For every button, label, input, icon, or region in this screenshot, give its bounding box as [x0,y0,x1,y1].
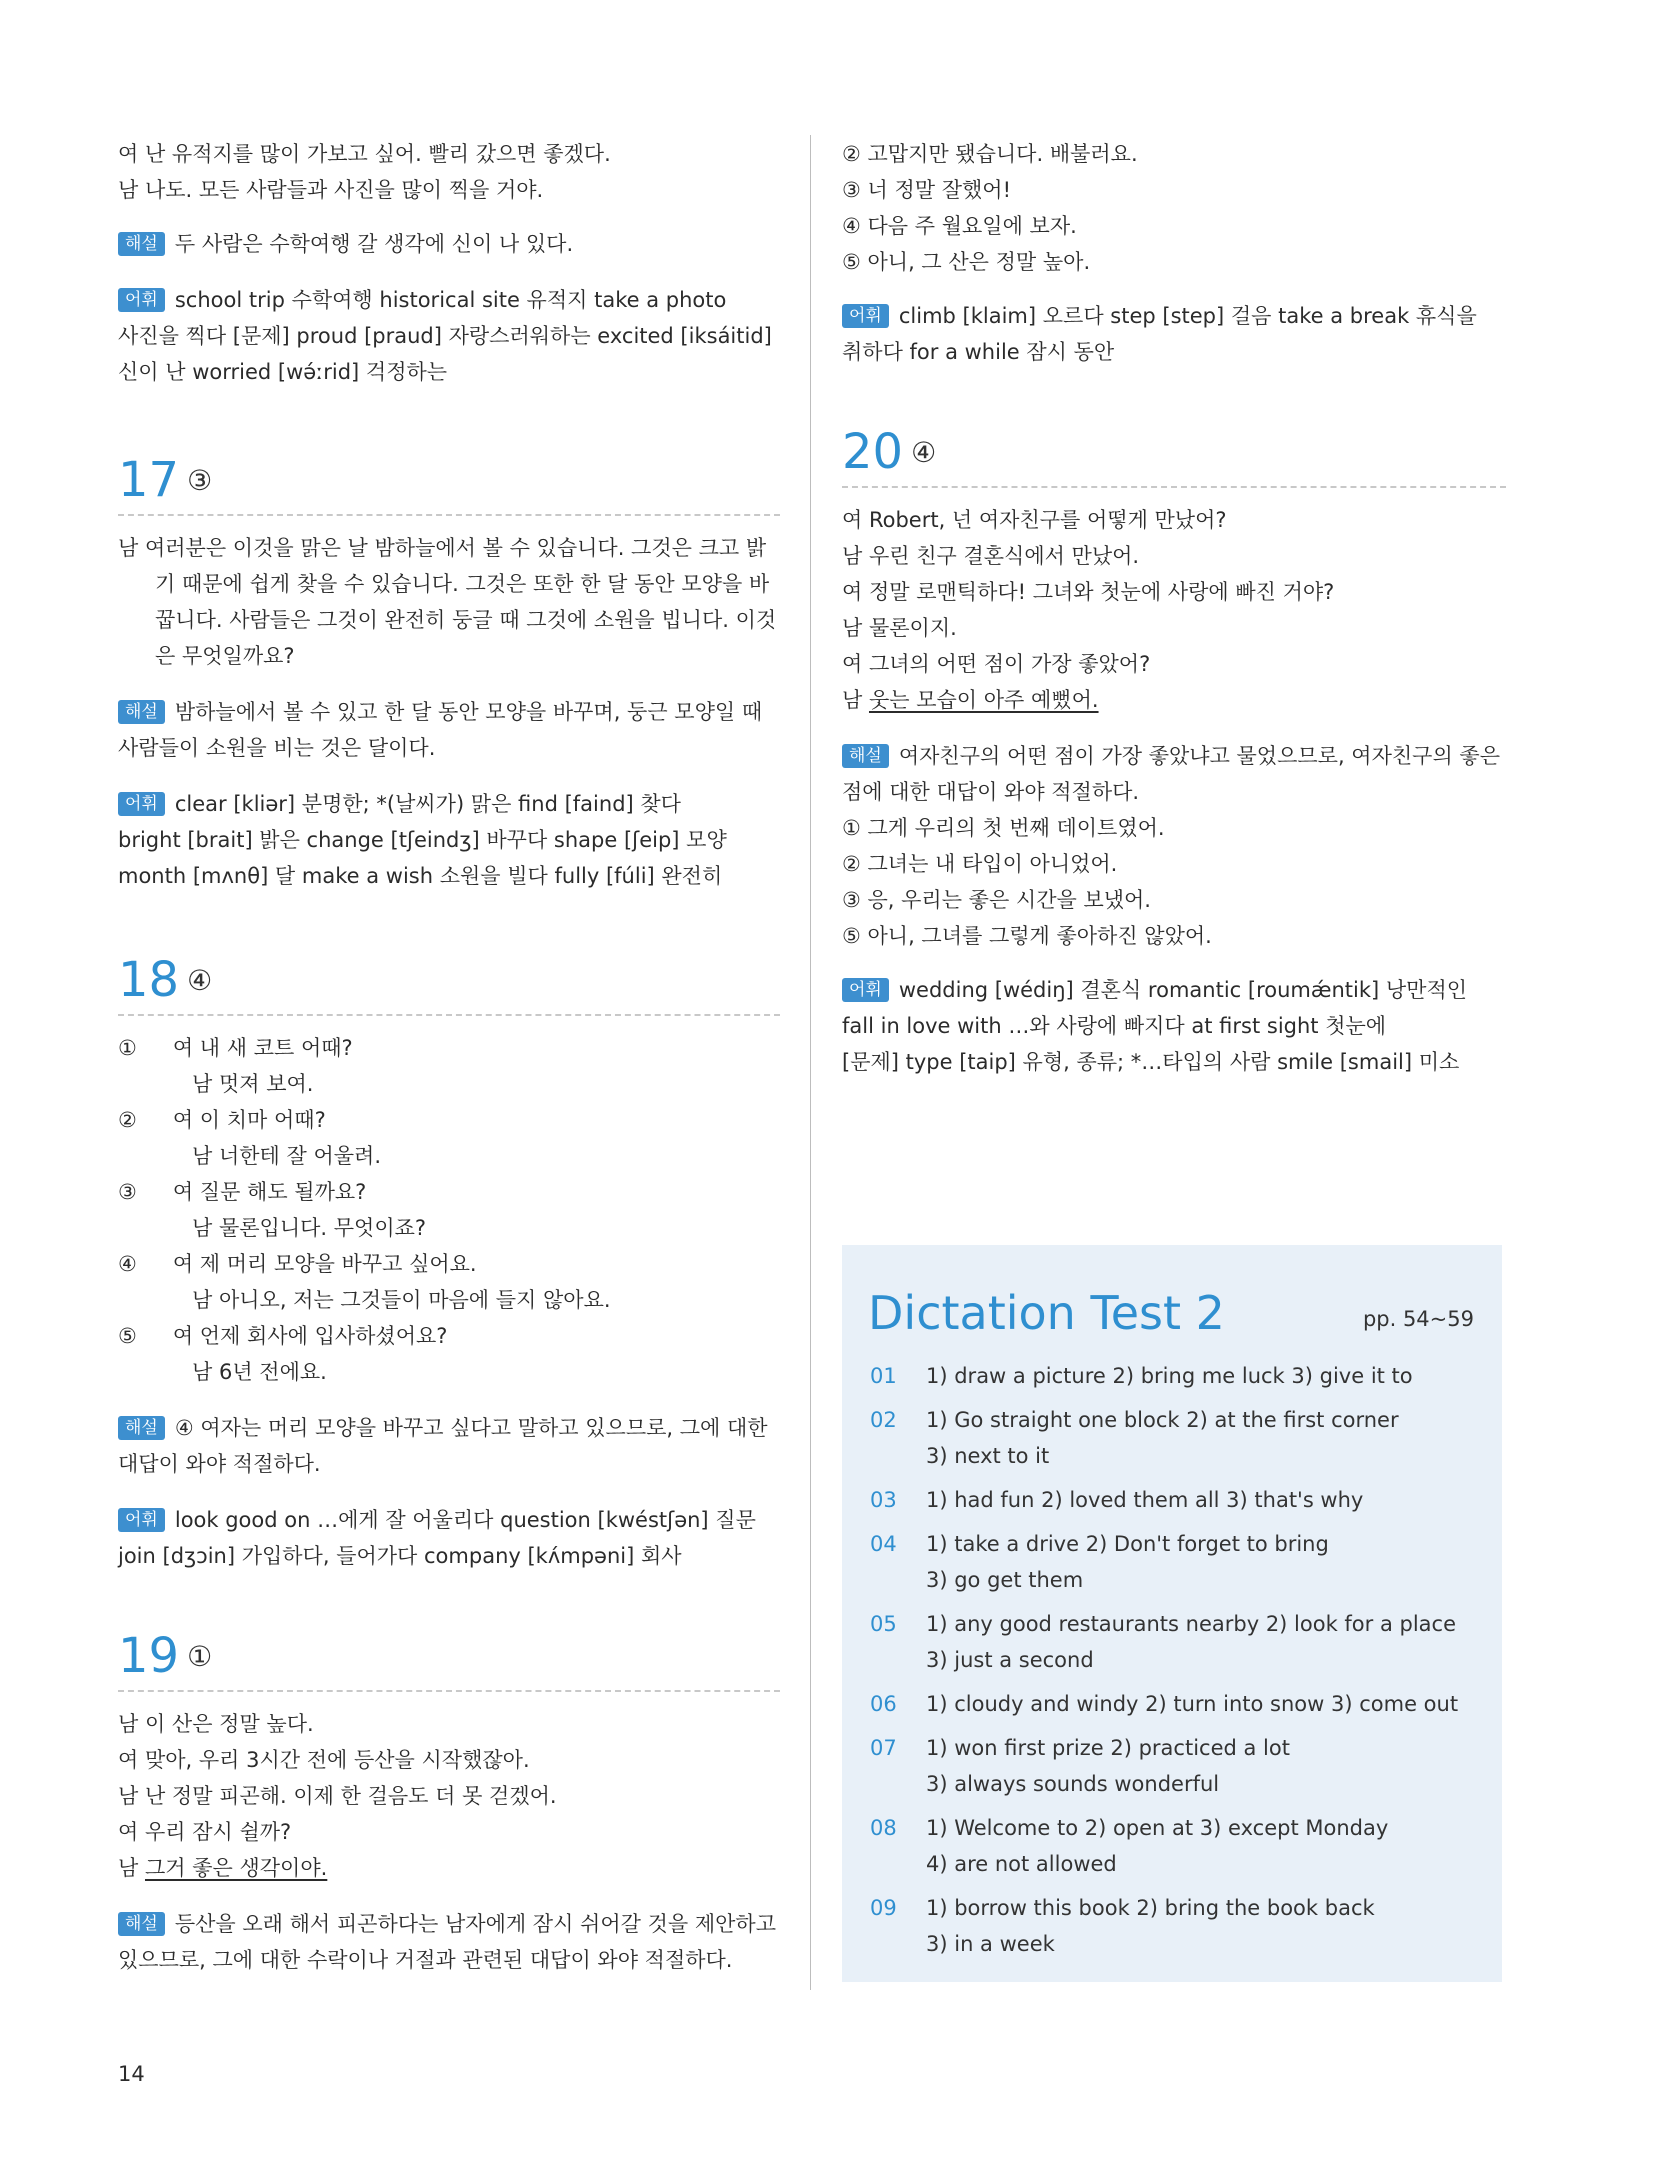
dictation-item-text: 3) in a week [926,1932,1055,1956]
vocab-text: wedding [wédiŋ] 결혼식 romantic [roumǽntik] 낭만적인 [898,978,1468,1002]
option-speaker-a: 여 이 치마 어때? [172,1108,326,1132]
dictation-item-number: 07 [870,1736,897,1760]
option-speaker-b: 남 아니오, 저는 그것들이 마음에 들지 않아요. [192,1288,611,1312]
dictation-test-box [842,1245,1502,1982]
script-line-answer [842,682,1506,718]
script-line: 꿉니다. 사람들은 그것이 완전히 둥글 때 그것에 소원을 빕니다. 이것 [155,608,777,632]
option-number: ④ [118,1252,137,1276]
explain-row [118,1906,780,1942]
explain-row [842,738,1506,774]
vocab-text: join [dʒɔin] 가입하다, 들어가다 company [kʌ́mpəni] 회사 [118,1544,682,1568]
option-line: ③ 너 정말 잘했어! [842,178,1011,202]
explain-text: ④ 여자는 머리 모양을 바꾸고 싶다고 말하고 있으므로, 그에 대한 [174,1416,768,1440]
vocab-row [842,298,1506,334]
vocab-text: fall in love with …와 사랑에 빠지다 at first sight 첫눈에 [842,1014,1387,1038]
vocab-text: school trip 수학여행 historical site 유적지 take a photo [174,288,727,312]
script-line: 은 무엇일까요? [155,644,295,668]
explain-text: 사람들이 소원을 비는 것은 달이다. [118,736,436,760]
explain-text: 여자친구의 어떤 점이 가장 좋았냐고 물었으므로, 여자친구의 좋은 [898,744,1500,768]
script-line: 여 맞아, 우리 3시간 전에 등산을 시작했잖아. [118,1748,530,1772]
option-number: ③ [118,1180,137,1204]
script-line: 남 난 정말 피곤해. 이제 한 걸음도 더 못 걷겠어. [118,1784,557,1808]
question-heading [842,424,936,481]
script-line: 남 나도. 모든 사람들과 사진을 많이 찍을 거야. [118,178,544,202]
option-number: ⑤ [118,1324,137,1348]
dictation-item-text: 3) always sounds wonderful [926,1772,1220,1796]
vocab-badge: 어휘 [842,978,889,1002]
option-speaker-b: 남 너한테 잘 어울려. [192,1144,381,1168]
option-speaker-a: 여 질문 해도 될까요? [172,1180,367,1204]
option-line [118,1318,780,1354]
explain-badge: 해설 [842,744,889,768]
question-number: 18 [118,952,180,1008]
explain-text: 등산을 오래 해서 피곤하다는 남자에게 잠시 쉬어갈 것을 제안하고 [174,1912,776,1936]
option-speaker-b: 남 6년 전에요. [192,1360,327,1384]
script-line: 여 Robert, 넌 여자친구를 어떻게 만났어? [842,508,1227,532]
speaker-label: 남 [842,688,863,712]
explain-row [118,226,780,262]
dictation-item-text: 1) Go straight one block 2) at the first corner [926,1408,1399,1432]
dictation-item-text: 1) take a drive 2) Don't forget to bring [926,1532,1329,1556]
underlined-answer: 그거 좋은 생각이야. [144,1856,328,1880]
vocab-text: climb [klaim] 오르다 step [step] 걸음 take a break 휴식을 [898,304,1477,328]
script-line: 남 우린 친구 결혼식에서 만났어. [842,544,1140,568]
dashed-divider [842,486,1506,488]
page-number: 14 [118,2062,145,2086]
question-answer: ① [187,1640,213,1673]
dictation-item-number: 04 [870,1532,897,1556]
vocab-text: 사진을 찍다 [문제] proud [praud] 자랑스러워하는 excited [iksáitid] [118,324,772,348]
vocab-row [118,786,780,822]
wrong-option: ③ 응, 우리는 좋은 시간을 보냈어. [842,888,1151,912]
vocab-text: month [mʌnθ] 달 make a wish 소원을 빌다 fully [fúli] 완전히 [118,864,723,888]
vocab-text: bright [brait] 밝은 change [tʃeindʒ] 바꾸다 shape [ʃeip] 모양 [118,828,727,852]
dictation-item-text: 1) Welcome to 2) open at 3) except Monday [926,1816,1389,1840]
speaker-label: 남 [118,1856,139,1880]
option-speaker-a: 여 언제 회사에 입사하셨어요? [172,1324,448,1348]
question-number: 20 [842,424,904,480]
script-line: 여 우리 잠시 쉴까? [118,1820,292,1844]
explain-badge: 해설 [118,232,165,256]
question-number: 19 [118,1628,180,1684]
dictation-item-text: 3) just a second [926,1648,1094,1672]
dictation-pages: pp. 54~59 [1362,1307,1474,1331]
dictation-item-number: 05 [870,1612,897,1636]
vocab-text: look good on …에게 잘 어울리다 question [kwéstʃən] 질문 [174,1508,756,1532]
vocab-text: 신이 난 worried [wə́ːrid] 걱정하는 [118,360,448,384]
explain-row [118,1410,780,1446]
option-speaker-a: 여 제 머리 모양을 바꾸고 싶어요. [172,1252,477,1276]
question-answer: ③ [187,464,213,497]
option-speaker-a: 여 내 새 코트 어때? [172,1036,353,1060]
question-heading [118,952,212,1009]
option-number: ① [118,1036,137,1060]
option-speaker-b: 남 물론입니다. 무엇이죠? [192,1216,427,1240]
option-line: ④ 다음 주 월요일에 보자. [842,214,1077,238]
option-number: ② [118,1108,137,1132]
option-line [118,1246,780,1282]
dictation-item-number: 01 [870,1364,897,1388]
vocab-text: [문제] type [taip] 유형, 종류; *…타입의 사람 smile [smail] 미소 [842,1050,1460,1074]
script-line: 여 그녀의 어떤 점이 가장 좋았어? [842,652,1151,676]
dashed-divider [118,514,780,516]
wrong-option: ① 그게 우리의 첫 번째 데이트였어. [842,816,1165,840]
question-answer: ④ [911,436,937,469]
vocab-badge: 어휘 [118,792,165,816]
script-line: 여 난 유적지를 많이 가보고 싶어. 빨리 갔으면 좋겠다. [118,142,611,166]
dashed-divider [118,1690,780,1692]
underlined-answer: 웃는 모습이 아주 예뻤어. [868,688,1099,712]
vocab-row [842,972,1506,1008]
question-heading [118,1628,212,1685]
dictation-item-text: 1) draw a picture 2) bring me luck 3) give it to [926,1364,1413,1388]
explain-row [118,694,780,730]
option-line [118,1174,780,1210]
dictation-title: Dictation Test 2 [868,1286,1225,1340]
dictation-item-number: 03 [870,1488,897,1512]
explain-badge: 해설 [118,700,165,724]
vocab-text: clear [kliər] 분명한; *(날씨가) 맑은 find [faind] 찾다 [174,792,681,816]
explain-text: 대답이 와야 적절하다. [118,1452,321,1476]
dictation-item-text: 1) any good restaurants nearby 2) look for a place [926,1612,1457,1636]
question-answer: ④ [187,964,213,997]
script-line: 기 때문에 쉽게 찾을 수 있습니다. 그것은 또한 한 달 동안 모양을 바 [155,572,770,596]
vocab-badge: 어휘 [842,304,889,328]
question-heading [118,452,212,509]
dictation-item-text: 3) next to it [926,1444,1050,1468]
option-speaker-b: 남 멋져 보여. [192,1072,314,1096]
option-line [118,1102,780,1138]
script-line: 남 물론이지. [842,616,957,640]
explain-text: 점에 대한 대답이 와야 적절하다. [842,780,1140,804]
explain-badge: 해설 [118,1912,165,1936]
option-line [118,1030,780,1066]
vocab-badge: 어휘 [118,1508,165,1532]
explain-text: 두 사람은 수학여행 갈 생각에 신이 나 있다. [174,232,574,256]
explain-text: 있으므로, 그에 대한 수락이나 거절과 관련된 대답이 와야 적절하다. [118,1948,733,1972]
dictation-item-number: 09 [870,1896,897,1920]
dictation-item-number: 06 [870,1692,897,1716]
dictation-item-text: 4) are not allowed [926,1852,1117,1876]
dictation-item-number: 08 [870,1816,897,1840]
explain-text: 밤하늘에서 볼 수 있고 한 달 동안 모양을 바꾸며, 둥근 모양일 때 [174,700,763,724]
script-line: 남 이 산은 정말 높다. [118,1712,314,1736]
script-line: 여 정말 로맨틱하다! 그녀와 첫눈에 사랑에 빠진 거야? [842,580,1335,604]
dictation-item-text: 3) go get them [926,1568,1084,1592]
vocab-badge: 어휘 [118,288,165,312]
option-line: ② 고맙지만 됐습니다. 배불러요. [842,142,1138,166]
dictation-item-number: 02 [870,1408,897,1432]
explain-badge: 해설 [118,1416,165,1440]
wrong-option: ② 그녀는 내 타입이 아니었어. [842,852,1118,876]
vocab-row [118,1502,780,1538]
dictation-item-text: 1) borrow this book 2) bring the book back [926,1896,1375,1920]
dictation-item-text: 1) had fun 2) loved them all 3) that's why [926,1488,1364,1512]
dictation-item-text: 1) cloudy and windy 2) turn into snow 3) come out [926,1692,1459,1716]
column-divider [810,135,811,1990]
vocab-text: 취하다 for a while 잠시 동안 [842,340,1115,364]
dictation-item-text: 1) won first prize 2) practiced a lot [926,1736,1290,1760]
dashed-divider [118,1014,780,1016]
vocab-row [118,282,780,318]
option-line: ⑤ 아니, 그 산은 정말 높아. [842,250,1091,274]
question-number: 17 [118,452,180,508]
wrong-option: ⑤ 아니, 그녀를 그렇게 좋아하진 않았어. [842,924,1212,948]
script-line-answer [118,1850,780,1886]
script-line: 남 여러분은 이것을 맑은 날 밤하늘에서 볼 수 있습니다. 그것은 크고 밝 [118,536,767,560]
